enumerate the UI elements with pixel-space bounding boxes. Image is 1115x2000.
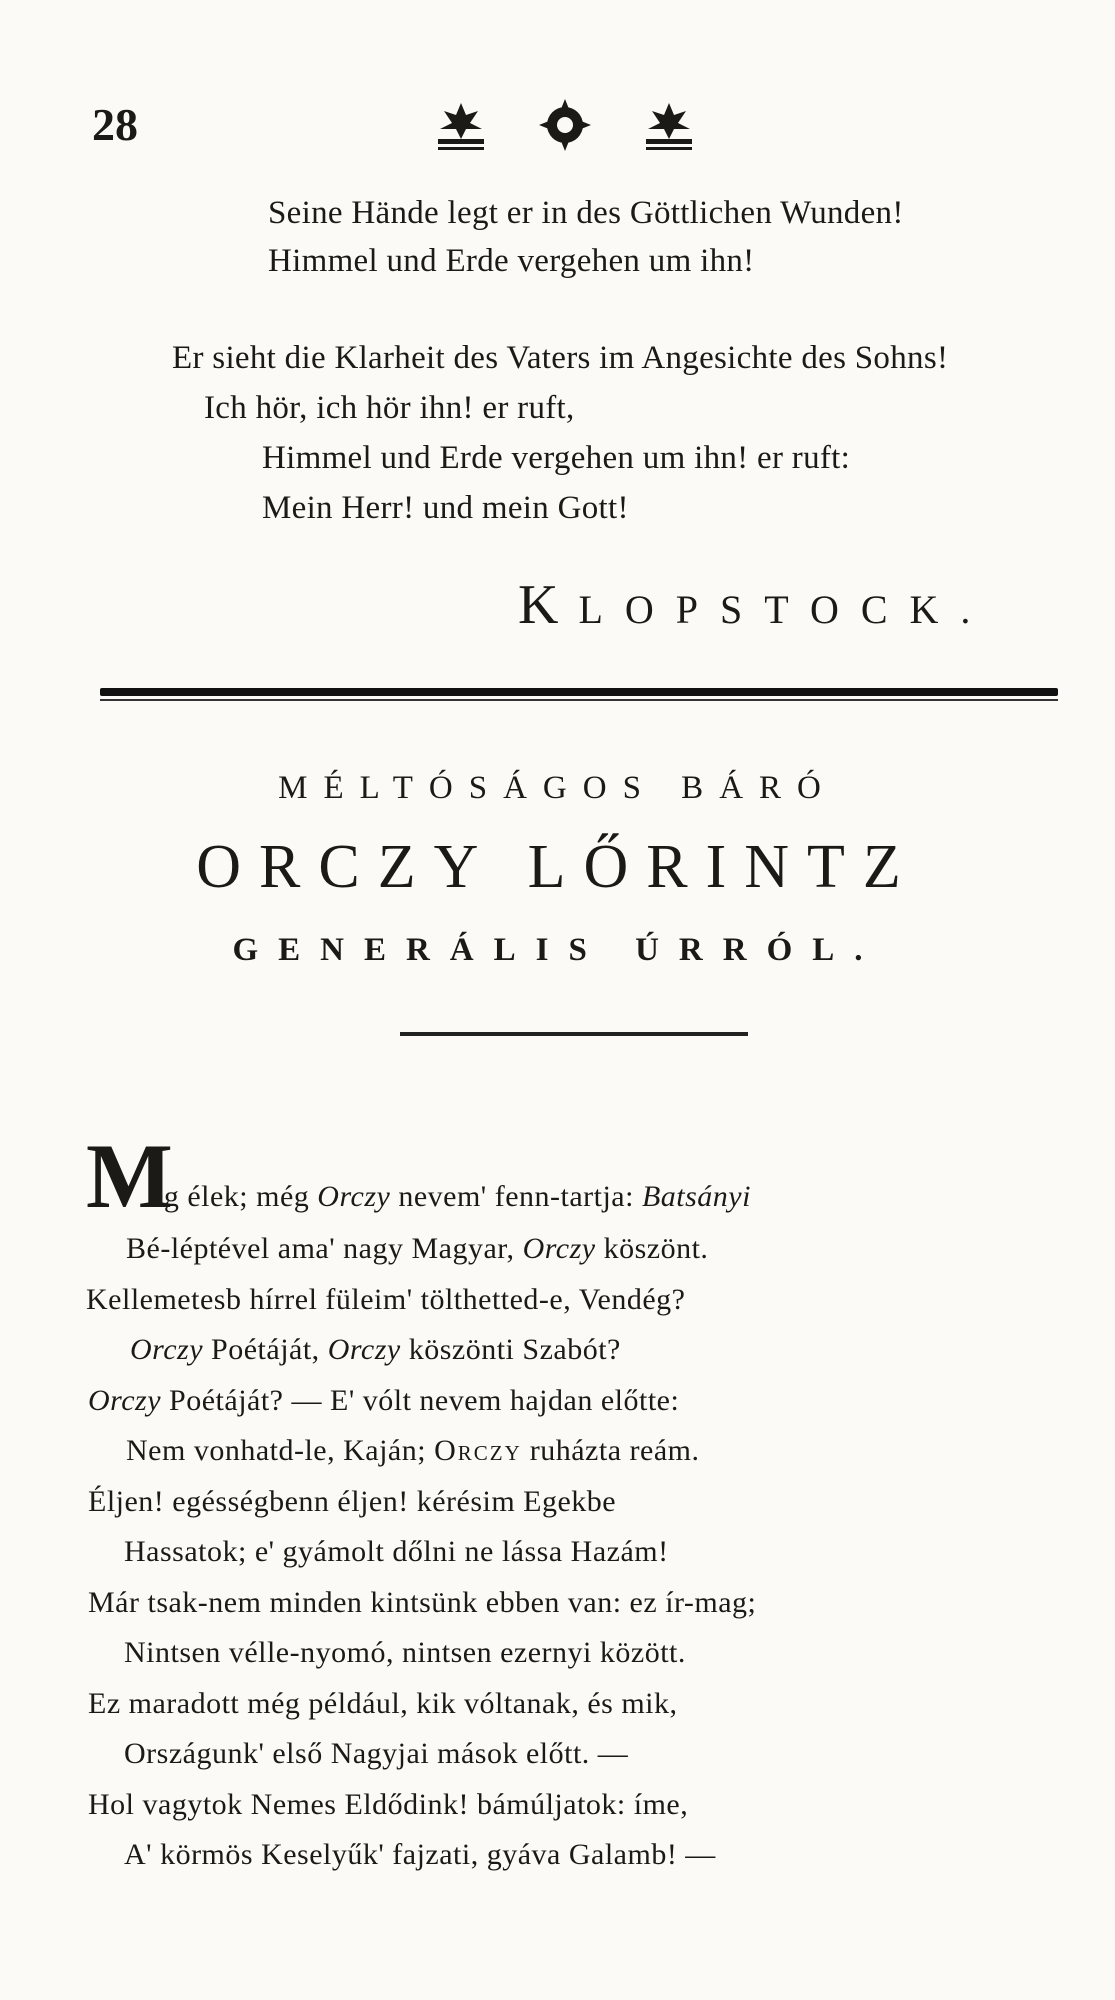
ornament-center-icon bbox=[539, 99, 591, 151]
poem-line: Már tsak-nem minden kintsünk ebben van: ez ír-mag; bbox=[88, 1586, 757, 1619]
poem-line: A' körmös Keselyűk' fajzati, gyáva Galamb! — bbox=[124, 1838, 716, 1871]
poem-line: Nintsen vélle-nyomó, nintsen ezernyi között. bbox=[124, 1636, 686, 1669]
german-verse-line: Er sieht die Klarheit des Vaters im Angesichte des Sohns! bbox=[172, 340, 949, 376]
author-initial: K bbox=[518, 574, 579, 636]
title-line-3: GENERÁLIS ÚRRÓL. bbox=[232, 932, 883, 968]
drop-cap: M bbox=[86, 1125, 173, 1227]
german-verse-line: Seine Hände legt er in des Göttlichen Wunden! bbox=[268, 195, 904, 231]
poem-line: Nem vonhatd-le, Kaján; Orczy ruházta reám. bbox=[126, 1434, 700, 1467]
ornament-right-icon bbox=[646, 103, 692, 150]
section-divider-thin bbox=[100, 699, 1058, 701]
title-line-1: MÉLTÓSÁGOS BÁRÓ bbox=[278, 770, 837, 806]
ornament-left-icon bbox=[438, 103, 484, 150]
german-verse-line: Himmel und Erde vergehen um ihn! bbox=[268, 243, 755, 279]
german-verse-line: Mein Herr! und mein Gott! bbox=[262, 490, 629, 526]
poem-line: ég élek; még Orczy nevem' fenn-tartja: Batsányi bbox=[150, 1180, 751, 1213]
poem-line: Bé-léptével ama' nagy Magyar, Orczy köszönt. bbox=[126, 1232, 709, 1265]
page-number: 28 bbox=[92, 99, 138, 150]
author-signature bbox=[518, 573, 992, 637]
poem-line: Hassatok; e' gyámolt dőlni ne lássa Hazám! bbox=[124, 1535, 669, 1568]
poem-line: Hol vagytok Nemes Eldődink! bámúljatok: íme, bbox=[88, 1788, 689, 1821]
author-name-rest: LOPSTOCK. bbox=[578, 587, 993, 632]
poem-line: Kellemetesb hírrel füleim' tölthetted-e, Vendég? bbox=[86, 1283, 686, 1316]
poem-line: Orczy Poétáját? — E' vólt nevem hajdan előtte: bbox=[88, 1384, 680, 1417]
poem-line: Országunk' első Nagyjai mások előtt. — bbox=[124, 1737, 629, 1770]
title-line-2: ORCZY LŐRINTZ bbox=[196, 833, 919, 901]
section-divider bbox=[100, 688, 1058, 696]
title-underline bbox=[400, 1032, 748, 1036]
poem-line: Éljen! egésségbenn éljen! kérésim Egekbe bbox=[88, 1485, 617, 1518]
german-verse-line: Ich hör, ich hör ihn! er ruft, bbox=[204, 390, 575, 426]
poem-line: Orczy Poétáját, Orczy köszönti Szabót? bbox=[130, 1333, 621, 1366]
german-verse-line: Himmel und Erde vergehen um ihn! er ruft: bbox=[262, 440, 851, 476]
header-ornament bbox=[430, 95, 700, 155]
poem-line: Ez maradott még például, kik vóltanak, és mik, bbox=[88, 1687, 678, 1720]
